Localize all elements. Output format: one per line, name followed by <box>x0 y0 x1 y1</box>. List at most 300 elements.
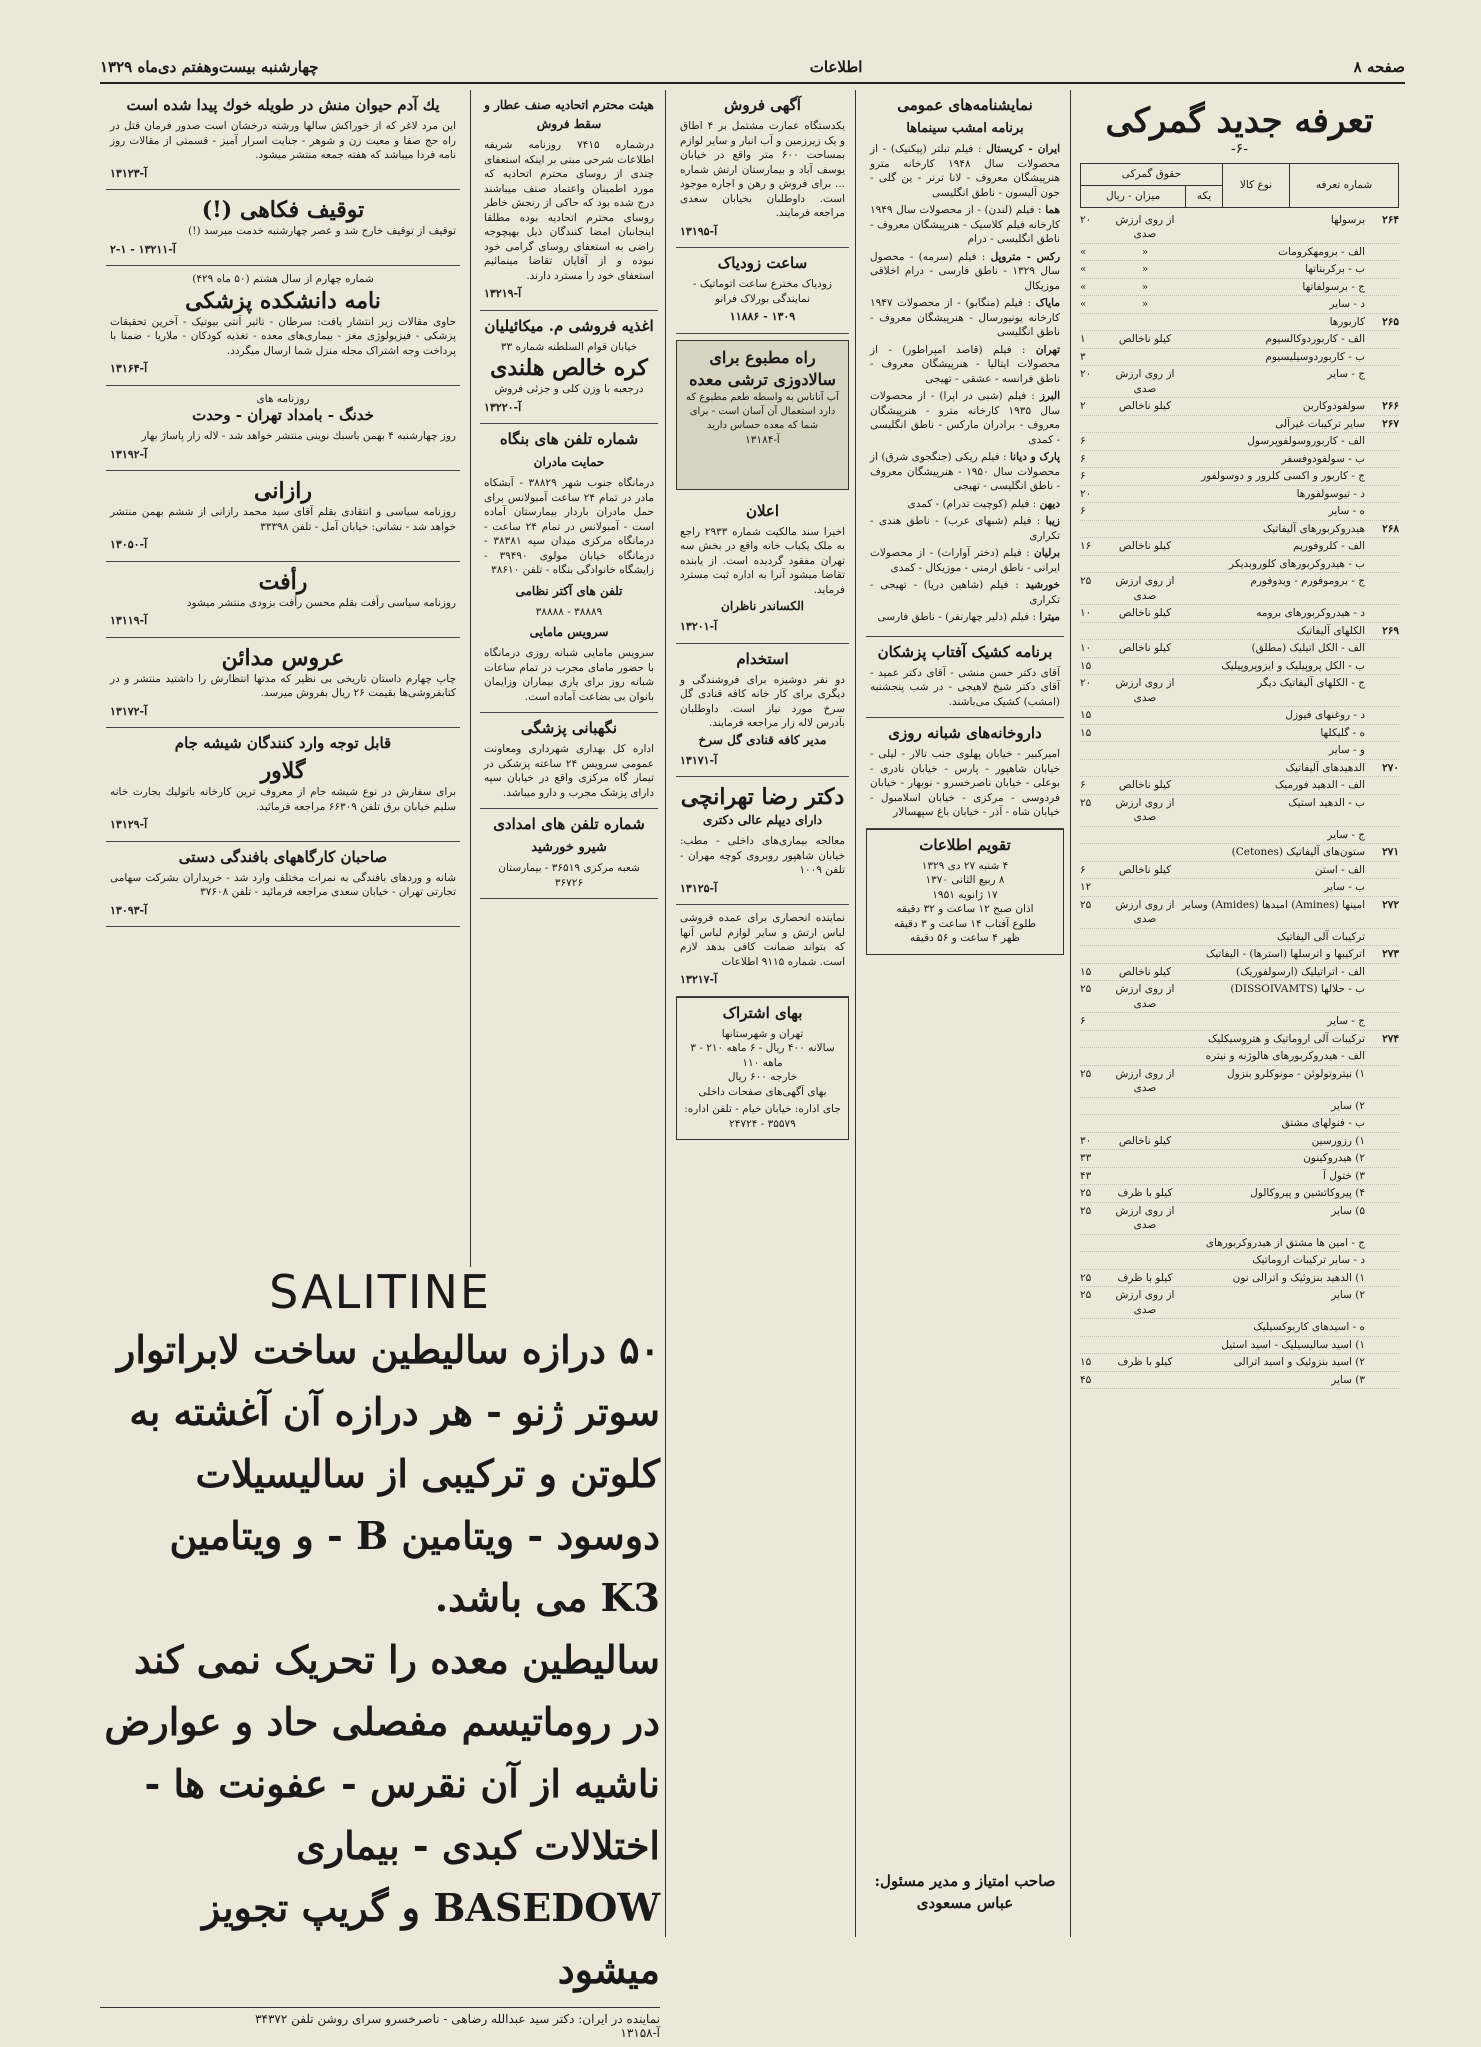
tariff-row-value: « <box>1080 298 1087 310</box>
tariff-row-value <box>1080 1032 1110 1047</box>
cinema-name: ایران - کریستال <box>986 143 1060 155</box>
agent-text: نماینده انحصاری برای عمده فروشی لباس ارتش و سایر لوازم لباس آنها که بتواند ضمانت کافی بدهد لازم است. شماره ۹۱۱۵ اطلاعات <box>680 912 845 968</box>
tariff-row <box>1080 658 1399 676</box>
tariff-row-number <box>1365 1288 1399 1317</box>
tariff-row-value: ۳ <box>1080 350 1086 363</box>
tariff-row-value <box>1080 315 1110 330</box>
ads-column-3 <box>474 90 664 1267</box>
tariff-row-name: امینها (Amines) امیدها (Amides) وسایر <box>1182 898 1365 911</box>
tariff-row-number <box>1365 796 1399 825</box>
notice-code: آ-۱۳۲۰۱ <box>680 620 718 633</box>
tariff-row-number <box>1365 280 1399 295</box>
cinema-entry: البرز : فیلم (شبی در اپرا) - از محصولات سال ۱۹۳۵ کارخانه مترو - هنرپیشگان معروف - برادران مارکس - ناطق انگلیسی - کمدی <box>870 390 1061 446</box>
tariff-row-number <box>1365 1204 1399 1233</box>
tariff-row-number <box>1365 1355 1399 1370</box>
tariff-row-name: ب - الدهید استیک <box>1288 796 1365 809</box>
tariff-row-unit: کیلو ناخالص <box>1118 965 1172 978</box>
tariff-row <box>1080 212 1399 244</box>
tariff-row <box>1080 981 1399 1013</box>
tariff-row-name: ج - بروموفورم - ویدوفورم <box>1250 575 1365 587</box>
tariff-row-unit: کیلو ناخالص <box>1118 540 1172 552</box>
tariff-row-unit <box>1110 1032 1180 1047</box>
tariff-row-value <box>1080 743 1110 758</box>
tariff-row-unit <box>1110 828 1180 843</box>
razani-title: رازانی <box>254 478 312 504</box>
tariff-row-value: « <box>1080 245 1087 258</box>
cinema-entry: هما : فیلم (لندن) - از محصولات سال ۱۹۴۹ کارخانه فیلم کلاسیک - هنرپیشگان معروف - ناطق انگلیسی - درام <box>870 204 1060 245</box>
agent-code: آ-۱۳۲۱۷ <box>680 973 718 986</box>
tariff-rows <box>1080 212 1399 1390</box>
salitine-brand: SALITINE <box>269 1265 491 1319</box>
tariff-row-unit <box>1110 845 1180 860</box>
halt-code: آ-۱۳۲۱۱ - ۱-۲ <box>110 242 176 256</box>
tariff-row-unit <box>1110 417 1180 432</box>
header-num: شماره تعرفه <box>1290 163 1399 207</box>
glass-title: قابل توجه وارد کنندگان شیشه جام <box>174 734 392 752</box>
tariff-row-name: ۲) سایر <box>1331 1289 1365 1301</box>
tariff-row-value: ۱۵ <box>1080 709 1092 721</box>
hire-code: آ-۱۳۱۷۱ <box>680 753 718 767</box>
calendar-list <box>871 859 1059 946</box>
tariff-row <box>1080 1133 1399 1151</box>
tariff-row-value: ۱ <box>1080 333 1086 345</box>
tariff-row-name: ج - الکلهای آلیفاتیک دیگر <box>1257 677 1365 689</box>
tariff-row <box>1080 503 1399 521</box>
tariff-row-unit: کیلو ناخالص <box>1118 607 1172 619</box>
pineapple-ad <box>676 340 849 490</box>
tariff-row <box>1080 296 1399 314</box>
tariff-row <box>1080 640 1399 658</box>
tariff-row-value: ۲۵ <box>1080 1271 1092 1284</box>
pineapple-text: آب آناناس به واسطه طعم مطبوع که دارد استعمال آن آسان است - برای شما که معده حساس دارید <box>686 391 839 431</box>
tariff-row-name: الف - الدهید فورمیک <box>1274 779 1365 791</box>
tariff-row-value: ۲ <box>1080 400 1086 412</box>
tariff-row <box>1080 623 1399 641</box>
tariff-row <box>1080 795 1399 827</box>
cinema-name: برلیان <box>1034 547 1060 559</box>
journal-text: حاوی مقالات زیر انتشار یافت: سرطان - تاثیر آنتی بیوتیک - آخرین تحقیقات پزشکی - فیزیولوژی مغز - بیماری‌های معده - تغذیه کودکان - ملاریا - ضمنا با پرداخت وجه اشتراک مجله منزل شما ارسال میگردد. <box>110 315 456 357</box>
tariff-row-number <box>1365 332 1399 347</box>
tariff-row-number <box>1365 1116 1399 1131</box>
lead-story <box>106 90 460 190</box>
tariff-row <box>1080 1287 1399 1319</box>
tariff-row-value: ۲۵ <box>1080 898 1092 911</box>
tariff-row-number <box>1365 828 1399 843</box>
tariff-row-name: ۳) ختول آ <box>1322 1169 1365 1182</box>
tariff-row <box>1080 1031 1399 1049</box>
tariff-row-value: ۶ <box>1080 1015 1086 1027</box>
tariff-row-number <box>1365 965 1399 980</box>
tariff-column <box>1074 90 1405 1937</box>
tariff-row-unit: « <box>1141 280 1149 293</box>
tariff-row-name: الف - کلروفوریم <box>1293 540 1365 552</box>
doctor-ad <box>676 777 849 905</box>
tariff-row <box>1080 1203 1399 1235</box>
cinema-program: فیلم (سرمه) - محصول سال ۱۳۲۹ - ناطق فارسی - درام اخلاقی موزیکال <box>870 250 1060 292</box>
calendar-line: ظهر ۴ ساعت و ۵۶ دقیقه <box>909 932 1021 944</box>
tariff-row <box>1080 879 1399 897</box>
weaving-ad <box>106 842 460 928</box>
tariff-row-number <box>1365 574 1399 603</box>
tariff-row-name: ج - برسولفاتها <box>1302 280 1365 293</box>
tariff-row-number <box>1365 676 1399 705</box>
tariff-row-value <box>1080 1116 1110 1131</box>
tariff-row-value <box>1080 761 1110 776</box>
tariff-row-unit <box>1110 726 1180 741</box>
tariff-row-name: ه - اسیدهای کاربوکسیلیک <box>1253 1321 1365 1333</box>
grocer-code: آ-۱۳۲۲۰ <box>484 400 522 414</box>
arus-ad <box>106 638 460 729</box>
tariff-row-unit <box>1110 315 1180 330</box>
tariff-row-name: ۲) هیدروکینون <box>1303 1152 1365 1164</box>
doctor-text: معالجه بیماری‌های داخلی - مطب: خیابان شاهپور روبروی کوچه مهران - تلفن ۱۰۰۹ <box>680 835 845 876</box>
calendar-line: اذان صبح ۱۲ ساعت و ۳۲ دقیقه <box>896 903 1034 915</box>
tariff-row-number <box>1365 539 1399 554</box>
tariff-row-value: ۶ <box>1080 863 1086 876</box>
tariff-row-name: ۱) رزورسین <box>1311 1134 1365 1147</box>
cinema-name: مایاک <box>1035 297 1060 309</box>
tariff-row-number <box>1365 1186 1399 1201</box>
tariff-row-unit <box>1110 1099 1180 1114</box>
tariff-row-value: ۱۰ <box>1080 642 1092 654</box>
tariff-row-unit: کیلو ناخالص <box>1118 1134 1172 1147</box>
midwife-text: سرویس مامایی شبانه روزی درمانگاه با حضور مامای مجرب در تمام ساعات شبانه روز برای یاری بیماران وزایمان بانوان بی بضاعت آماده است. <box>484 647 654 703</box>
tariff-row-value: ۶ <box>1080 505 1086 517</box>
agent-ad <box>676 905 849 997</box>
grocer-ad <box>480 311 658 425</box>
tariff-row-unit: کیلو با ظرف <box>1117 1356 1173 1368</box>
hire-title: استخدام <box>736 649 789 668</box>
tariff-row-name: ۱) نیتروتولوئن - مونوکلرو بنزول <box>1227 1067 1365 1080</box>
guild-title: هیئت محترم اتحادیه صنف عطار و سقط فروش <box>484 98 654 131</box>
watch-text: زودیاک مخترع ساعت اتوماتیک - نمایندگی بورلاک فرانو <box>692 278 832 305</box>
tariff-row-number: ۲۷۴ <box>1382 1032 1399 1045</box>
tariff-row-unit: کیلو ناخالص <box>1118 333 1172 345</box>
tariff-row-value: ۴۵ <box>1080 1373 1092 1386</box>
page-number: صفحه ۸ <box>1353 58 1405 76</box>
tariff-row-value: ۱۵ <box>1080 726 1092 739</box>
tariff-row-name: الکلهای آلیفاتیک <box>1296 624 1365 637</box>
sub-head: تهران و شهرستانها <box>721 1027 804 1040</box>
tariff-row-number <box>1365 469 1399 484</box>
cinema-name: البرز <box>1039 390 1060 402</box>
tariff-row-number <box>1365 1049 1399 1064</box>
tariff-row-value: ۲۰ <box>1080 213 1092 226</box>
tariff-row-value <box>1080 947 1110 962</box>
cinema-entry: پارک و دیانا : فیلم ریکی (جنگجوی شرق) از محصولات سال ۱۹۵۰ - هنرپیشگان معروف - ناطق انگلیسی - تهیجی <box>870 451 1061 492</box>
tariff-row-number: ۲۷۰ <box>1382 761 1399 774</box>
cinema-name: زیبا <box>1045 515 1060 527</box>
tariff-row-name: الف - هیدروکربورهای هالوژنه و نیتره <box>1205 1050 1365 1062</box>
tariff-row-name: الف - الکل اتیلیک (مطلق) <box>1251 642 1365 654</box>
cinema-program: فیلم (دلیر چهارنفر) - ناطق فارسی <box>877 611 1030 623</box>
tariff-row-value: ۲۰ <box>1080 487 1092 500</box>
raafat-code: آ-۱۳۱۱۹ <box>110 614 148 627</box>
tariff-row-value: ۱۲ <box>1080 881 1092 893</box>
cinema-program: فیلم (شبی در اپرا) - از محصولات سال ۱۹۳۵ کارخانه مترو - هنرپیشگان معروف - برادران مارکس - ناطق انگلیسی - کمدی <box>870 390 1061 446</box>
tariff-row-number <box>1365 487 1399 502</box>
cinema-entry: خورشید : فیلم (شاهین دریا) - تهیجی - تکراری <box>870 579 1061 606</box>
tariff-row-name: ۲) سایر <box>1331 1099 1365 1112</box>
razani-code: آ-۱۳۰۵۰ <box>110 538 148 551</box>
tariff-row <box>1080 468 1399 486</box>
tariff-row-value <box>1080 1236 1110 1251</box>
tariff-row-name: ۱) الدهید بنزوئیک و اترالی نون <box>1232 1271 1365 1284</box>
tariff-row-number: ۲۷۲ <box>1382 898 1399 911</box>
guild-notice <box>480 90 658 311</box>
tariff-row-value <box>1080 522 1110 537</box>
tariff-row <box>1080 366 1399 398</box>
tariff-row-name: ب - برکربناتها <box>1305 263 1365 275</box>
tariff-row-name: ۵) سایر <box>1331 1204 1365 1217</box>
guild-text: درشماره ۷۴۱۵ روزنامه شریفه اطلاعات شرحی مبنی بر اینکه استعفای چندی از روسای محترم اتحادیه که مورد اطمینان واعتماد صنف میباشند درج شده بود که حاکی از رنجش خاطر روسای محترم اتحادیه بوده مطلقا اینجانبان امضا کنندگان ذیل بهیچوجه راضی به استعفای روسای گرامی خود نبوده و از آقایان تقاضا مینمائیم استعفای خود را مسترد دارند. <box>484 139 654 282</box>
grocer-note: درجعبه با وزن کلی و جزئی فروش <box>494 383 644 395</box>
tariff-row-value: ۶ <box>1080 452 1086 465</box>
tariff-row <box>1080 1013 1399 1031</box>
tariff-row <box>1080 314 1399 332</box>
razani-ad <box>106 471 460 562</box>
tariff-row <box>1080 827 1399 845</box>
tariff-row-number <box>1365 1271 1399 1286</box>
tariff-row-number <box>1365 1099 1399 1114</box>
tariff-row <box>1080 349 1399 367</box>
tariff-row-unit: از روی ارزش صدی <box>1115 575 1175 602</box>
tariff-row-unit: « <box>1141 263 1149 275</box>
tariff-row <box>1080 1319 1399 1337</box>
phones-title: شماره تلفن های بنگاه <box>499 430 639 448</box>
tariff-row-value: ۲۵ <box>1080 1204 1092 1217</box>
tariff-row-number <box>1365 1169 1399 1184</box>
cinema-name: هما <box>1045 204 1060 216</box>
tariff-row <box>1080 1168 1399 1186</box>
tariff-row-number <box>1365 726 1399 741</box>
tariff-row <box>1080 897 1399 929</box>
tariff-row-number <box>1365 930 1399 945</box>
tariff-row-unit <box>1110 1116 1180 1131</box>
tariff-row <box>1080 1048 1399 1066</box>
razani-text: روزنامه سیاسی و انتقادی بقلم آقای سید محمد رازانی از ششم بهمن منتشر خواهد شد - نشانی: خیابان آمل - تلفن ۳۳۳۹۸ <box>110 506 456 533</box>
tariff-row <box>1080 398 1399 416</box>
pineapple-title: راه مطبوع برای سالادوزی ترشی معده <box>689 347 836 389</box>
akhtar-title: تلفن های آکتر نظامی <box>515 583 623 598</box>
tariff-row-number <box>1365 557 1399 572</box>
calendar-line: ۱۷ ژانویه ۱۹۵۱ <box>932 888 998 901</box>
tariff-row-unit: کیلو با ظرف <box>1117 1187 1173 1199</box>
journal-title: نامه دانشکده پزشکی <box>185 287 381 314</box>
publisher-signature: صاحب امتیاز و مدیر مسئول: عباس مسعودی <box>874 1872 1056 1912</box>
tariff-row-name: هیدروکربورهای آلیفاتیک <box>1262 522 1365 535</box>
cinema-entry: دیهن : فیلم (کوچیت تدرام) - کمدی <box>907 497 1060 510</box>
doctor-code: آ-۱۳۱۲۵ <box>680 881 718 895</box>
tariff-row-number <box>1365 1014 1399 1029</box>
glass-ad <box>106 728 460 842</box>
tariff-row-name: برسولها <box>1330 213 1365 226</box>
tariff-row-name: ۱) اسید سالیسیلیک - اسید استیل <box>1221 1338 1365 1351</box>
cinema-list <box>870 142 1060 625</box>
tariff-row-number <box>1365 743 1399 758</box>
arus-code: آ-۱۳۱۷۲ <box>110 704 148 718</box>
tariff-row-number <box>1365 863 1399 878</box>
sub-address: جای اداره: خیابان خیام - تلفن اداره: ۳۵۵۷۹ - ۲۴۷۲۴ <box>684 1103 841 1130</box>
dailies-head: روزنامه های <box>256 392 310 405</box>
tariff-row-name: ۲) اسید بنزوئیک و اسید اترالی <box>1233 1356 1365 1368</box>
tariff-row-name: سایر ترکیبات غیرآلی <box>1275 417 1365 430</box>
tariff-row-unit: کیلو با ظرف <box>1117 1271 1173 1284</box>
tariff-row-value: ۶ <box>1080 435 1086 447</box>
calendar-title: تقویم اطلاعات <box>919 835 1011 854</box>
subscription-row: سالانه ۴۰۰ ریال - ۶ ماهه ۲۱۰ - ۳ ماهه ۱۱۰ <box>690 1042 835 1069</box>
doctor-sub: دارای دیپلم عالی دکتری <box>702 813 823 827</box>
tariff-row <box>1080 416 1399 434</box>
tariff-row <box>1080 538 1399 556</box>
tariff-row-value: ۲۰ <box>1080 368 1092 380</box>
salitine-line: دوسود - ویتامین B - و ویتامین <box>169 1513 660 1558</box>
tariff-row-unit <box>1110 1338 1180 1353</box>
tariff-row-unit <box>1110 469 1180 484</box>
tariff-row-number <box>1365 880 1399 895</box>
journal-code: آ-۱۳۱۶۴ <box>110 362 148 375</box>
hospital-box <box>866 637 1064 719</box>
tariff-row-number <box>1365 452 1399 467</box>
salitine-line: ناشیه از آن نقرس - عفونت ها - <box>144 1761 660 1806</box>
tariff-row-name: ترکیبات آلی اروماتیک و هتروسیکلیک <box>1207 1032 1365 1045</box>
arus-text: چاپ چهارم داستان تاریخی بی نظیر که مدتها انتظارش را داشتید منتشر و در کتابفروشی‌ها بقیمت ۲۶ ریال بفروش میرسد. <box>110 672 456 699</box>
tariff-row-name: ۳) سایر <box>1331 1373 1365 1386</box>
tariff-row-name: ه - سایر <box>1328 505 1365 517</box>
arus-title: عروس مدائن <box>221 644 345 671</box>
phones-sub: حمایت مادران <box>533 455 605 469</box>
tariff-row-number <box>1365 641 1399 656</box>
tariff-row-unit <box>1110 1049 1180 1064</box>
medical-watch <box>480 713 658 809</box>
subscription-box <box>676 997 849 1141</box>
tariff-row-name: ب - حلالها (DISSOIVAMTS) <box>1230 983 1365 995</box>
tariff-row-name: اترکیبها و اترسلها (استرها) - الیفاتیک <box>1205 948 1365 960</box>
tariff-row-unit <box>1110 930 1180 945</box>
weave-title: صاحبان کارگاههای بافندگی دستی <box>178 847 388 866</box>
weave-code: آ-۱۳۰۹۳ <box>110 903 148 917</box>
tariff-row-unit: کیلو ناخالص <box>1118 400 1172 412</box>
tariff-row-unit: از روی ارزش صدی <box>1115 796 1175 823</box>
pharmacy-text: امیرکبیر - خیابان پهلوی جنب تالار - لیلی - خیابان شاهپور - پارس - خیابان نادری - بوعلی - خیابان ناصرخسرو - نوبهار - خیابان فردوسی - مرکزی - خیابان اسلامبول - خیابان شاه - آذر - خیابان باغ سپهسالار <box>870 748 1060 818</box>
tariff-row-number <box>1365 297 1399 312</box>
tariff-title: تعرفه جدید گمرکی <box>1105 101 1374 141</box>
tariff-row-unit <box>1110 1320 1180 1335</box>
tariff-row-name: الف - اتراتیلیک (ارسولفوریک) <box>1236 965 1365 978</box>
salitine-last-line: BASEDOW و گریپ تجویز میشود <box>201 1885 660 1992</box>
tariff-row-number <box>1365 350 1399 365</box>
tariff-row <box>1080 261 1399 279</box>
tariff-row-unit <box>1110 1236 1180 1251</box>
halt-notice <box>106 190 460 266</box>
cinema-name: رکس - متروپل <box>990 250 1061 263</box>
tariff-row-name: د - روغنهای فیوزل <box>1285 709 1365 721</box>
tariff-row-name: الف - استن <box>1314 863 1365 876</box>
salitine-line: در روماتیسم مفصلی حاد و عوارض <box>104 1699 660 1744</box>
tariff-row <box>1080 946 1399 964</box>
tariff-row-number <box>1365 606 1399 621</box>
tariff-row-name: الف - برومهکرومات <box>1278 245 1365 258</box>
tariff-row-value <box>1080 930 1110 945</box>
dailies-title: خدنگ - بامداد تهران - وحدت <box>192 406 374 424</box>
grocer-sub: خیابان قوام السلطنه شماره ۳۳ <box>500 340 638 353</box>
halt-text: توقیف از توقیف خارج شد و عصر چهارشنبه خدمت میرسد (!) <box>188 225 456 237</box>
tariff-row-number <box>1365 1134 1399 1149</box>
tariff-row-name: ه - گلیکلها <box>1320 726 1365 739</box>
tariff-row <box>1080 244 1399 262</box>
tariff-row-value: ۲۵ <box>1080 575 1092 587</box>
tariff-row <box>1080 1354 1399 1372</box>
tariff-row-number <box>1365 1151 1399 1166</box>
cinema-entry: مایاک : فیلم (منگابو) - از محصولات ۱۹۴۷ کارخانه یونیورسال - هنرپیشگان معروف - ناطق انگلیسی <box>870 297 1060 338</box>
midwife-title: سرویس مامایی <box>529 625 609 639</box>
dailies-ad <box>106 386 460 472</box>
cinema-program: فیلم (منگابو) - از محصولات ۱۹۴۷ کارخانه یونیورسال - هنرپیشگان معروف - ناطق انگلیسی <box>870 297 1060 338</box>
tariff-row-number <box>1365 982 1399 1011</box>
tariff-row-value <box>1080 845 1110 860</box>
lead-text: این مرد لاغر که از خوراکش سالها ورشته درخشان است صدور فرمان قتل در راه حج صفا و معیت زن و شوهر - جنایت اسرار آمیز - قسمتی از مقالات روز نامه فردا میباشد که هفته جمعه منتشر میشود. <box>110 120 456 161</box>
tariff-row <box>1080 725 1399 743</box>
salitine-ad <box>100 1265 660 2040</box>
cinema-program: فیلم تبلتر (پیکنیک) - از محصولات سال ۱۹۴۸ کارخانه مترو هنرپیشگان معروف - لانا ترنر - ین گلی - جون آلیسون - ناطق انگلیسی <box>870 143 1061 199</box>
salitine-footer: نماینده در ایران: دکتر سید عبدالله رضاهی - ناصرخسرو سرای روشن تلفن ۳۴۳۷۲ <box>100 2007 660 2026</box>
hospital-title: برنامه کشیک آفتاب پزشکان <box>877 642 1053 661</box>
tariff-row-number <box>1365 778 1399 793</box>
tariff-row-name: ۴) پیروکاتشین و پیروکالول <box>1250 1187 1365 1199</box>
tariff-row-name: کاربورها <box>1329 315 1365 328</box>
tariff-row <box>1080 1115 1399 1133</box>
tariff-row-unit <box>1110 1253 1180 1268</box>
tariff-row-name: الدهیدهای آلیفاتیک <box>1285 761 1365 774</box>
cinema-program: فیلم (دختر آوارات) - از محصولات ایرانی - ناطق ارمنی - موزیکال - کمدی <box>870 547 1060 574</box>
tariff-row-value <box>1080 557 1110 572</box>
watch-code: ۱۱۸۸۶ - ۱۳۰۹ <box>729 310 796 323</box>
tariff-row-value: ۲۵ <box>1080 983 1092 995</box>
notice-text: اخیرا سند مالکیت شماره ۲۹۳۳ راجع به ملک یکباب خانه واقع در بخش سه تهران مفقود گردیده است. از یابنده تقاضا میشود آنرا به اداره ثبت مسترد فرماید. <box>680 525 846 596</box>
tariff-row-unit: از روی ارزش صدی <box>1115 983 1175 1010</box>
cinema-name: میترا <box>1039 611 1060 623</box>
tariff-row-name: ب - کاربوردوسیلیسیوم <box>1265 350 1365 363</box>
tariff-row <box>1080 1337 1399 1355</box>
tariff-row-number <box>1365 434 1399 449</box>
tariff-row-name: سولفودوکاربن <box>1302 400 1365 412</box>
notice-sign: الکساندر ناظران <box>721 599 804 613</box>
tariff-row-value: ۱۵ <box>1080 965 1092 978</box>
salitine-line: سالیطین معده را تحریک نمی کند <box>133 1637 660 1682</box>
glass-brand: گلاور <box>260 758 306 784</box>
dailies-code: آ-۱۳۱۹۲ <box>110 447 148 461</box>
tariff-row-unit <box>1110 1373 1180 1388</box>
tariff-row <box>1080 1235 1399 1253</box>
tariff-row <box>1080 1372 1399 1390</box>
sale-ad <box>676 90 849 248</box>
subscription-row: بهای آگهی‌های صفحات داخلی <box>698 1085 827 1098</box>
tariff-row-number <box>1365 708 1399 723</box>
header-kind: نوع کالا <box>1222 163 1289 207</box>
glass-text: برای سفارش در نوع شیشه جام از معروف ترین کارخانه باتولیك بجارت خانه سلیم خیابان برق تلفن ۶۶۳۰۹ مراجعه فرمائید. <box>110 786 456 813</box>
ads-column-4 <box>670 90 855 1937</box>
tariff-row-number <box>1365 659 1399 674</box>
cinema-program: فیلم (شاهین دریا) - تهیجی - تکراری <box>870 579 1060 606</box>
tariff-row-name: د - سایر ترکیبات اروماتیک <box>1252 1254 1365 1266</box>
tariff-row-value: ۱۵ <box>1080 1356 1092 1368</box>
cinema-name: پارک و دیانا <box>1009 451 1061 463</box>
tariff-row-name: ج - کاربور و اکسی کلرور و دوسولفور <box>1201 470 1365 482</box>
tariff-row-value: ۲۰ <box>1080 677 1092 689</box>
tariff-row <box>1080 1252 1399 1270</box>
cinema-program: فیلم (کوچیت تدرام) - کمدی <box>907 497 1030 510</box>
tariff-row <box>1080 707 1399 725</box>
